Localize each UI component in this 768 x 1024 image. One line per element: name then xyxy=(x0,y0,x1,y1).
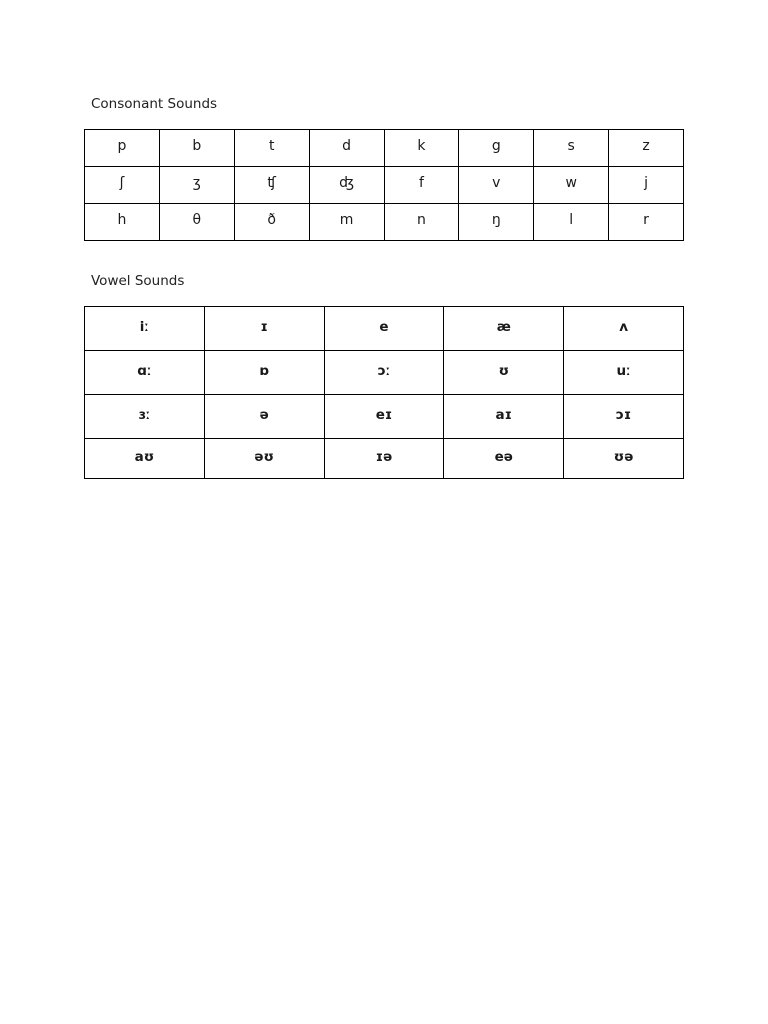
table-cell: æ xyxy=(444,307,564,351)
table-cell: e xyxy=(324,307,444,351)
table-cell: h xyxy=(85,204,160,241)
table-row xyxy=(85,167,684,204)
table-row xyxy=(85,439,684,479)
table-cell: m xyxy=(309,204,384,241)
table-cell: ð xyxy=(234,204,309,241)
table-cell: b xyxy=(159,130,234,167)
table-cell: ɪ xyxy=(204,307,324,351)
table-row xyxy=(85,204,684,241)
table-row xyxy=(85,351,684,395)
table-cell: ɜː xyxy=(85,395,205,439)
consonant-sounds-heading: Consonant Sounds xyxy=(91,96,218,112)
table-cell: ʊə xyxy=(564,439,684,479)
vowel-sounds-heading: Vowel Sounds xyxy=(91,273,185,289)
table-cell: ɔː xyxy=(324,351,444,395)
table-cell: ɑː xyxy=(85,351,205,395)
table-cell: uː xyxy=(564,351,684,395)
table-cell: aɪ xyxy=(444,395,564,439)
table-cell: ʤ xyxy=(309,167,384,204)
vowel-sounds-table xyxy=(84,306,684,479)
table-cell: z xyxy=(609,130,684,167)
table-cell: n xyxy=(384,204,459,241)
table-cell: ʌ xyxy=(564,307,684,351)
consonant-sounds-table xyxy=(84,129,684,241)
table-cell: əʊ xyxy=(204,439,324,479)
table-cell: k xyxy=(384,130,459,167)
table-cell: r xyxy=(609,204,684,241)
table-cell: v xyxy=(459,167,534,204)
table-cell: p xyxy=(85,130,160,167)
table-cell: ɔɪ xyxy=(564,395,684,439)
table-cell: l xyxy=(534,204,609,241)
table-cell: j xyxy=(609,167,684,204)
table-cell: ʃ xyxy=(85,167,160,204)
table-cell: iː xyxy=(85,307,205,351)
table-row xyxy=(85,395,684,439)
table-row xyxy=(85,130,684,167)
table-cell: w xyxy=(534,167,609,204)
table-cell: t xyxy=(234,130,309,167)
table-cell: ŋ xyxy=(459,204,534,241)
table-cell: s xyxy=(534,130,609,167)
table-cell: ʧ xyxy=(234,167,309,204)
table-cell: ʊ xyxy=(444,351,564,395)
table-cell: ɪə xyxy=(324,439,444,479)
table-cell: d xyxy=(309,130,384,167)
table-cell: ɒ xyxy=(204,351,324,395)
table-row xyxy=(85,307,684,351)
table-cell: aʊ xyxy=(85,439,205,479)
table-cell: ʒ xyxy=(159,167,234,204)
table-cell: ə xyxy=(204,395,324,439)
table-cell: eə xyxy=(444,439,564,479)
table-cell: eɪ xyxy=(324,395,444,439)
table-cell: f xyxy=(384,167,459,204)
table-cell: g xyxy=(459,130,534,167)
table-cell: θ xyxy=(159,204,234,241)
